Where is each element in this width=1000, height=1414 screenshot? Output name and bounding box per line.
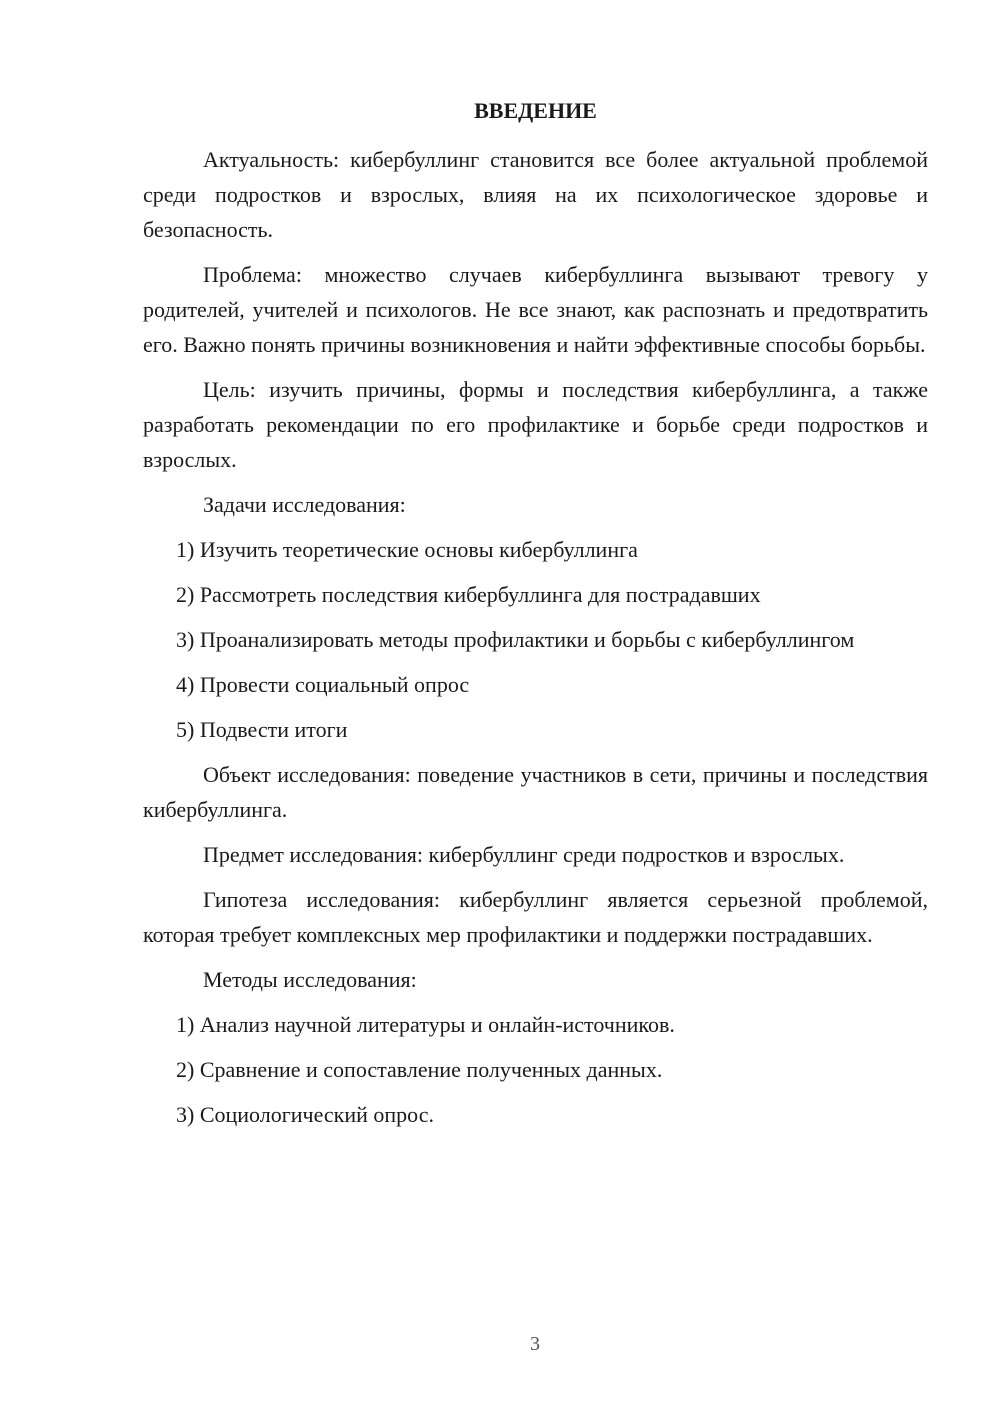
paragraph-problem: Проблема: множество случаев кибербуллинга вызывают тревогу у родителей, учителей и психологов. Не все знают, как распознать и предотвратить его. Важно понять причины возникновения и найти эффективные способы борьбы. (143, 262, 928, 357)
paragraph-hypothesis: Гипотеза исследования: кибербуллинг является серьезной проблемой, которая требует комплексных мер профилактики и поддержки пострадавших. (143, 887, 928, 947)
method-item: 3) Социологический опрос. (176, 1102, 434, 1127)
page-number: 3 (530, 1333, 540, 1355)
page-title: ВВЕДЕНИЕ (474, 98, 597, 123)
paragraph-goal: Цель: изучить причины, формы и последствия кибербуллинга, а также разработать рекомендации по его профилактике и борьбе среди подростков и взрослых. (143, 377, 928, 472)
task-item: 2) Рассмотреть последствия кибербуллинга для пострадавших (176, 582, 761, 607)
task-item: 1) Изучить теоретические основы кибербуллинга (176, 537, 638, 562)
method-item: 1) Анализ научной литературы и онлайн-источников. (176, 1012, 675, 1037)
tasks-heading: Задачи исследования: (203, 492, 406, 517)
task-item: 4) Провести социальный опрос (176, 672, 470, 697)
task-item: 3) Проанализировать методы профилактики и борьбы с кибербуллингом (176, 627, 855, 652)
paragraph-relevance: Актуальность: кибербуллинг становится все более актуальной проблемой среди подростков и взрослых, влияя на их психологическое здоровье и безопасность. (143, 147, 928, 242)
page-content (143, 96, 928, 1142)
paragraph-object: Объект исследования: поведение участников в сети, причины и последствия кибербуллинга. (143, 762, 928, 822)
method-item: 2) Сравнение и сопоставление полученных данных. (176, 1057, 663, 1082)
methods-heading: Методы исследования: (203, 967, 417, 992)
task-item: 5) Подвести итоги (176, 717, 348, 742)
paragraph-subject: Предмет исследования: кибербуллинг среди подростков и взрослых. (203, 842, 845, 867)
